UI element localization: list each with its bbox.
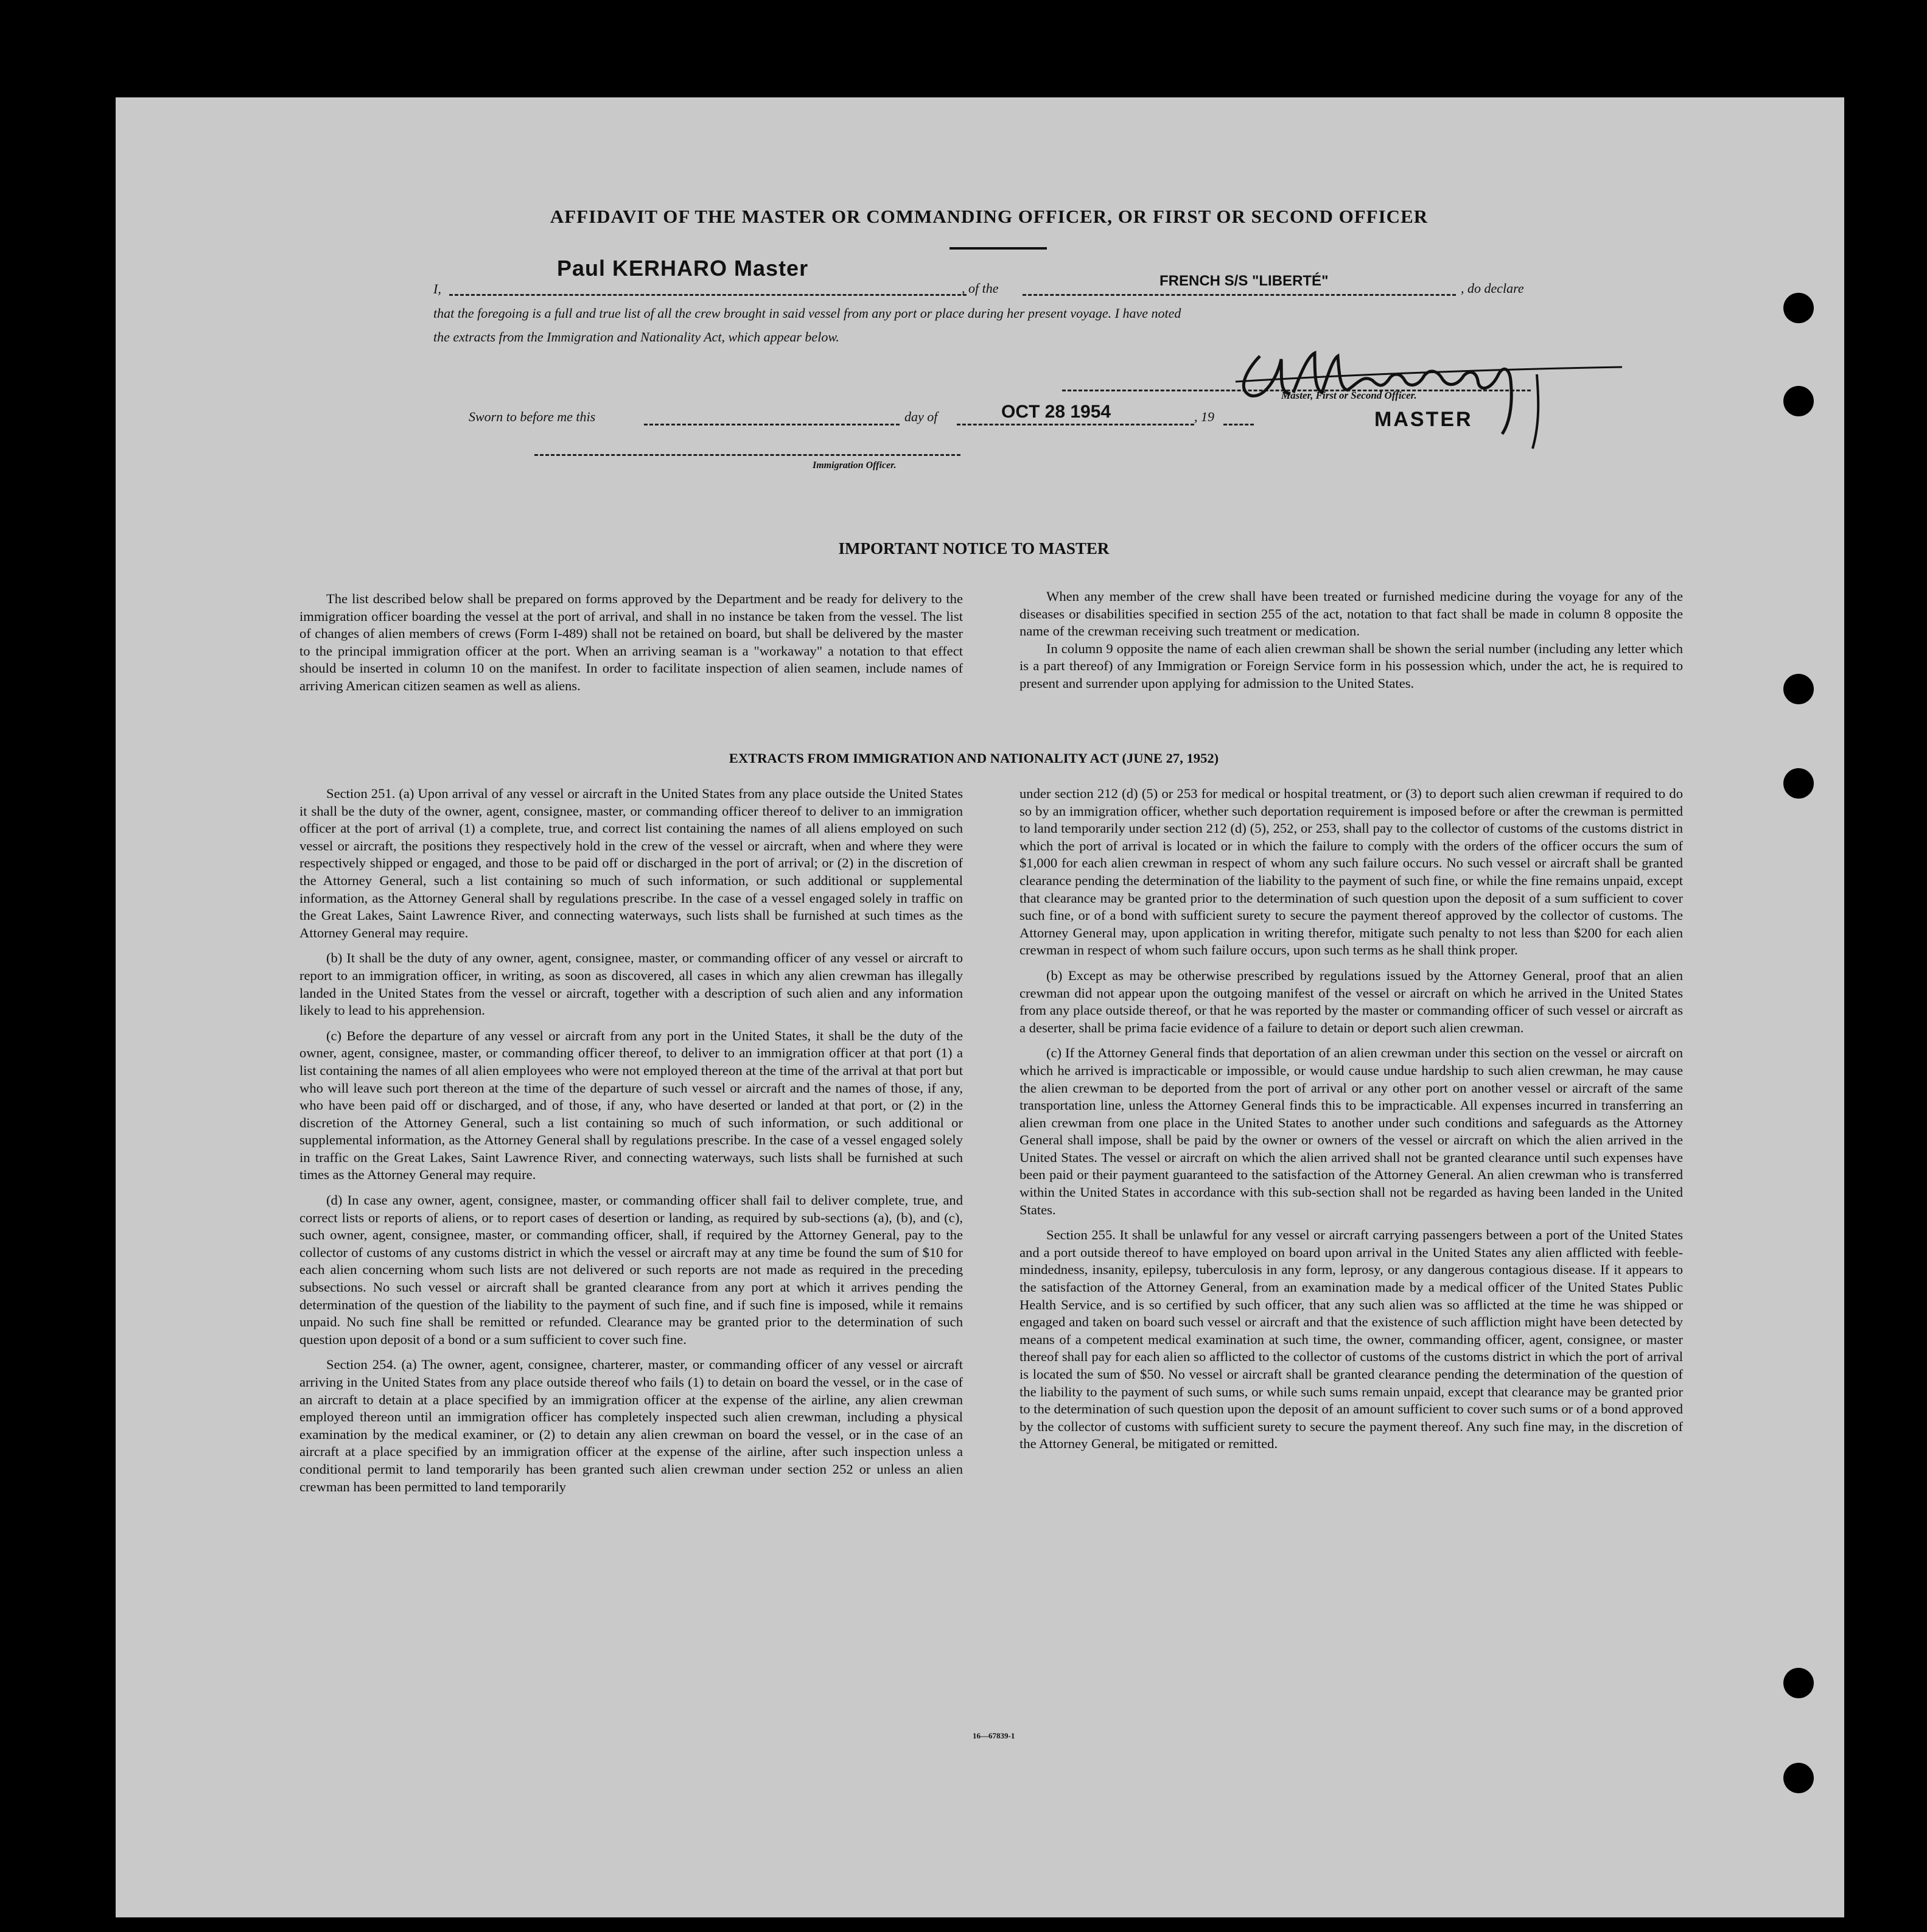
notice-heading: IMPORTANT NOTICE TO MASTER [838,539,1110,558]
extracts-heading: EXTRACTS FROM IMMIGRATION AND NATIONALITY ACT (JUNE 27, 1952) [729,751,1219,766]
of-the-label: , of the [962,281,999,296]
sworn-month-line [957,424,1194,425]
punch-hole-1 [1783,293,1814,323]
section-254-a-continued: under section 212 (d) (5) or 253 for medical or hospital treatment, or (3) to deport such alien crewman if required to do so by an immigration officer, whether such deportation requirement is imposed before or after the crewman is permitted to land temporarily under section 212 (d) (5), 252, or 253, shall pay to the collector of customs of the customs district in which the port of arrival is located or in which the failure to comply with the orders of the officer occurs the sum of $1,000 for each alien crewman in respect of whom any such failure occurs. No such vessel or aircraft shall be granted clearance pending the determination of the liability to the payment of such fine, or while the fine remains unpaid, except that clearance may be granted prior to the determination of such question upon the deposit of a sum sufficient to cover such fine, or of a bond with sufficient surety to secure the payment thereof approved by the collector of customs. The Attorney General may, upon application in writing therefor, mitigate such penalty to not less than $200 for each alien crewman in respect of whom such failure occurs, upon such terms as he shall think proper. [1019,786,1683,958]
punch-hole-3 [1783,674,1814,704]
punch-hole-5 [1783,1668,1814,1698]
section-251-b: (b) It shall be the duty of any owner, agent, consignee, master, or commanding officer of any vessel or aircraft to report to an immigration officer, in writing, as soon as discovered, all cases in which any alien crewman has illegally landed in the United States from the vessel or aircraft, together with a description of such alien and any information likely to lead to his apprehension. [299,950,963,1018]
year-line [1223,424,1254,425]
section-254-a: Section 254. (a) The owner, agent, consignee, charterer, master, or commanding officer of any vessel or aircraft arriving in the United States from any place outside thereof who fails (1) to detain on board the vessel, or in the case of an aircraft to detain at a place specified by an immigration officer at the expense of the airline, any alien crewman employed thereon until an immigration officer has completely inspected such alien crewman, including a physical examination by the medical examiner, or (2) to detain any alien crewman on board the vessel, or in the case of an aircraft at a place specified by an immigration officer at the expense of the airline, after such inspection unless a conditional permit to land temporarily has been granted such alien crewman under section 252 or unless an alien crewman has been permitted to land temporarily [299,1357,963,1494]
affidavit-heading: AFFIDAVIT OF THE MASTER OR COMMANDING OFFICER, OR FIRST OR SECOND OFFICER [550,206,1429,227]
declaration-line-3: the extracts from the Immigration and Nationality Act, which appear below. [433,329,839,345]
sworn-label: Sworn to before me this [469,409,596,424]
section-251-a: Section 251. (a) Upon arrival of any vessel or aircraft in the United States from any place outside the United States it shall be the duty of the owner, agent, consignee, master, or commanding officer thereof to deliver to an immigration officer at the port of arrival (1) a complete, true, and correct list containing the names of all aliens employed on such vessel or aircraft, the positions they respectively hold in the crew of the vessel or aircraft, when and where they were respectively shipped or engaged, and those to be paid off or discharged in the port of arrival; or (2) in the discretion of the Attorney General, such a list containing so much of such information, or such additional or supplemental information, as the Attorney General shall by regulations prescribe. In the case of a vessel engaged solely in traffic on the Great Lakes, Saint Lawrence River, and connecting waterways, such lists shall be furnished at such times as the Attorney General may require. [299,786,963,940]
year-label: , 19 [1194,409,1214,424]
section-251-c: (c) Before the departure of any vessel or aircraft from any port in the United States, it shall be the duty of the owner, agent, consignee, master, or commanding officer thereof, to deliver to an immigration officer at that port (1) a list containing the names of all alien employees who were not employed thereon at the time of the arrival at that port but who will leave such port thereon at the time of the departure of such vessel or aircraft and the names of those, if any, who have been paid off or discharged, and of those, if any, who have deserted or landed at that port, or (2) in the discretion of the Attorney General, such a list containing so much of such information, or such additional or supplemental information, as the Attorney General shall by regulations prescribe. In the case of a vessel engaged solely in traffic on the Great Lakes, Saint Lawrence River, and connecting waterways, such lists shall be furnished at such times as the Attorney General may require. [299,1027,963,1183]
notice-right-column [1019,588,1683,693]
section-254-b: (b) Except as may be otherwise prescribed by regulations issued by the Attorney General, proof that an alien crewman did not appear upon the outgoing manifest of the vessel or aircraft on which he arrived in the United States from any place outside thereof, or that he was reported by the master or commanding officer of such vessel or aircraft as a deserter, shall be prima facie evidence of a failure to detain or deport such alien crewman. [1019,967,1683,1035]
notice-left-paragraph: The list described below shall be prepared on forms approved by the Department and be ready for delivery to the immigration officer boarding the vessel at the port of arrival, and shall in no instance be taken from the vessel. The list of changes of alien members of crews (Form I-489) shall not be retained on board, but shall be delivered by the master to the principal immigration officer at the port. When an arriving seaman is a "workaway" a notation to that effect should be inserted in column 10 on the manifest. In order to facilitate inspection of alien seamen, include names of arriving American citizen seamen as well as aliens. [299,591,963,693]
master-name-field: Paul KERHARO Master [557,256,809,281]
vessel-name-line [1023,294,1456,296]
master-name-line [449,294,967,296]
form-number: 16—67839-1 [973,1731,1015,1740]
immigration-officer-line [534,454,960,456]
notice-right-paragraph-1: When any member of the crew shall have been treated or furnished medicine during the voyage for any of the diseases or disabilities specified in section 255 of the act, notation to that fact shall be made in column 8 opposite the name of the crewman receiving such treatment or medication. [1019,589,1683,639]
notice-right-paragraph-2: In column 9 opposite the name of each alien crewman shall be shown the serial number (including any letter which is a part thereof) of any Immigration or Foreign Service form in his possession which, under the act, he is required to present and surrender upon applying for admission to the United States. [1019,640,1683,691]
sworn-day-line [644,424,900,425]
signature-caption: Master, First or Second Officer. [1281,390,1417,401]
day-of-label: day of [904,409,938,424]
section-251-d: (d) In case any owner, agent, consignee, master, or commanding officer shall fail to deliver complete, true, and correct lists or reports of aliens, or to report cases of desertion or landing, as required by sub-sections (a), (b), and (c), such owner, agent, consignee, master, or commanding officer, shall, if required by the Attorney General, pay to the collector of customs of any customs district in which the vessel or aircraft may at any time be found the sum of $10 for each alien concerning whom such lists are not delivered or such reports are not made as required in the preceding subsections. No such vessel or aircraft shall be granted clearance from any port at which it arrives pending the determination of the question of the liability to the payment of such fine, and if such fine is imposed, while it remains unpaid. No such fine shall be remitted or refunded. Clearance may be granted prior to the determination of such question upon deposit of a bond or a sum sufficient to cover such fine. [299,1192,963,1347]
extracts-left-column [299,785,963,1496]
master-title-stamp: MASTER [1374,408,1473,431]
do-declare-label: , do declare [1461,281,1524,296]
notice-left-column [299,590,963,695]
section-254-c: (c) If the Attorney General finds that deportation of an alien crewman under this section on the vessel or aircraft on which he arrived is impracticable or impossible, or would cause undue hardship to such alien crewman, he may cause the alien crewman to be deported from the port of arrival or any other port on another vessel or aircraft of the same transportation line, unless the Attorney General finds this to be impracticable. All expenses incurred in transferring an alien crewman from one place in the United States to another under such conditions and safeguards as the Attorney General shall impose, shall be paid by the owner or owners of the vessel or aircraft on which the alien arrived in the United States. The vessel or aircraft on which the alien arrived shall not be granted clearance until such expenses have been paid or their payment guaranteed to the satisfaction of the Attorney General. An alien crewman who is transferred within the United States in accordance with this sub-section shall not be regarded as having been landed in the United States. [1019,1045,1683,1217]
heading-rule [950,247,1047,250]
i-label: I, [433,281,441,296]
declaration-line-2: that the foregoing is a full and true list of all the crew brought in said vessel from any port or place during her present voyage. I have noted [433,306,1181,321]
section-255: Section 255. It shall be unlawful for any vessel or aircraft carrying passengers between a port of the United States and a port outside thereof to have employed on board upon arrival in the United States any alien afflicted with feeble-mindedness, insanity, epilepsy, tuberculosis in any form, leprosy, or any dangerous contagious disease. If it appears to the satisfaction of the Attorney General, from an examination made by a medical officer of the United States Public Health Service, and is so certified by such officer, that any such alien was so afflicted at the time he was shipped or engaged and taken on board such vessel or aircraft and that the existence of such affliction might have been detected by means of a competent medical examination at such time, the owner, commanding officer, agent, consignee, or master thereof shall pay for each alien so afflicted to the collector of customs of the customs district in which the port of arrival is located the sum of $50. No vessel or aircraft shall be granted clearance pending the determination of the question of the liability to the payment of such sums, or while such sums remain unpaid, except that clearance may be granted prior to the determination of such question upon the deposit of an amount sufficient to cover such sums or of a bond approved by the collector of customs with sufficient surety to secure the payment thereof. Any such fine may, in the discretion of the Attorney General, be mitigated or remitted. [1019,1227,1683,1452]
extracts-right-column [1019,785,1683,1453]
punch-hole-6 [1783,1763,1814,1793]
punch-hole-4 [1783,768,1814,799]
vessel-name-field: FRENCH S/S "LIBERTÉ" [1159,273,1329,289]
immigration-officer-caption: Immigration Officer. [813,460,897,471]
sworn-date-stamp: OCT 28 1954 [1001,402,1111,422]
punch-hole-2 [1783,386,1814,416]
